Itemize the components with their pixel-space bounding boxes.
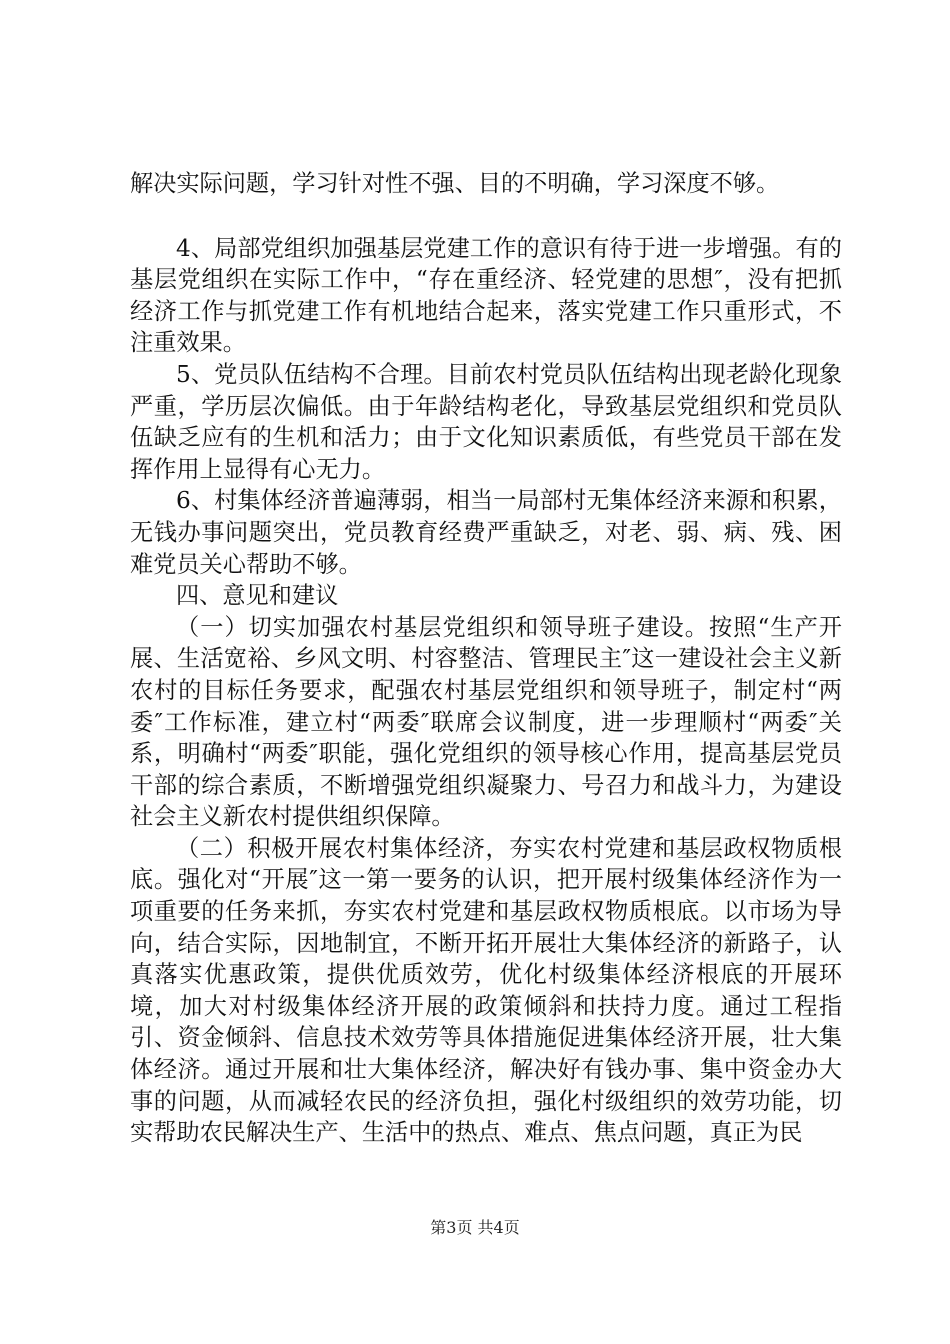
page-number-label: 第3页 共4页	[430, 1218, 520, 1237]
paragraph-item-6: 6、村集体经济普遍薄弱，相当一局部村无集体经济来源和积累，无钱办事问题突出，党员教育经费严重缺乏，对老、弱、病、残、困难党员关心帮助不够。	[130, 487, 842, 578]
paragraph-suggestion-1: （一）切实加强农村基层党组织和领导班子建设。按照“生产开展、生活宽裕、乡风文明、村容整洁、管理民主″这一建设社会主义新农村的目标任务要求，配强农村基层党组织和领导班子，制定村“两委″工作标准，建立村“两委″联席会议制度，进一步理顺村“两委″关系，明确村“两委″职能，强化党组织的领导核心作用，提高基层党员干部的综合素质，不断增强党组织凝聚力、号召力和战斗力，为建设社会主义新农村提供组织保障。	[130, 613, 842, 831]
paragraph-suggestion-2: （二）积极开展农村集体经济，夯实农村党建和基层政权物质根底。强化对“开展″这一第一要务的认识，把开展村级集体经济作为一项重要的任务来抓，夯实农村党建和基层政权物质根底。以市场为导向，结合实际，因地制宜，不断开拓开展壮大集体经济的新路子，认真落实优惠政策，提供优质效劳，优化村级集体经济根底的开展环境，加大对村级集体经济开展的政策倾斜和扶持力度。通过工程指引、资金倾斜、信息技术效劳等具体措施促进集体经济开展，壮大集体经济。通过开展和壮大集体经济，解决好有钱办事、集中资金办大事的问题，从而减轻农民的经济负担，强化村级组织的效劳功能，切实帮助农民解决生产、生活中的热点、难点、焦点问题，真正为民	[130, 834, 842, 1147]
page-footer	[0, 1218, 950, 1238]
paragraph-continuation: 解决实际问题，学习针对性不强、目的不明确，学习深度不够。	[130, 170, 780, 197]
section-heading-suggestions: 四、意见和建议	[176, 582, 339, 610]
paragraph-item-5: 5、党员队伍结构不合理。目前农村党员队伍结构出现老龄化现象严重，学历层次偏低。由于年龄结构老化，导致基层党组织和党员队伍缺乏应有的生机和活力；由于文化知识素质低，有些党员干部在发挥作用上显得有心无力。	[130, 360, 842, 483]
paragraph-item-4: 4、局部党组织加强基层党建工作的意识有待于进一步增强。有的基层党组织在实际工作中，“存在重经济、轻党建的思想″，没有把抓经济工作与抓党建工作有机地结合起来，落实党建工作只重形式，不注重效果。	[130, 234, 842, 357]
document-body	[130, 168, 842, 1149]
